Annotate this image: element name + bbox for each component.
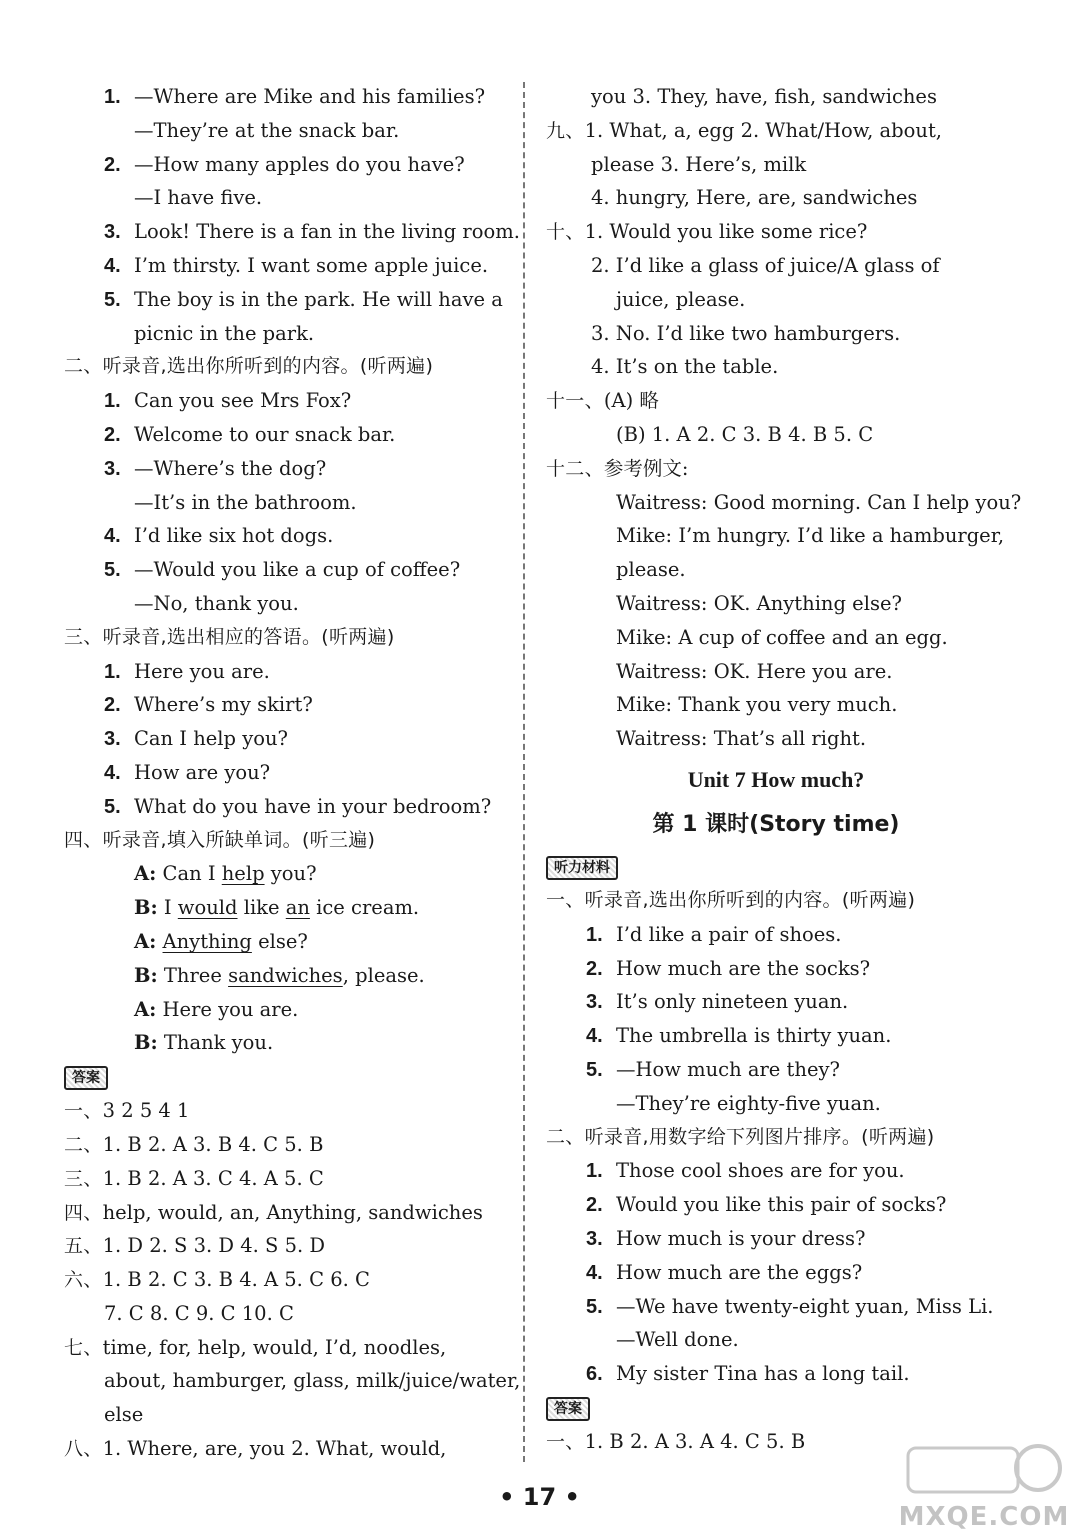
answer-text: 4. hungry, Here, are, sandwiches	[591, 186, 918, 210]
list-item	[546, 1019, 1006, 1053]
section-2-heading: 二、听录音,选出你所听到的内容。(听两遍)	[64, 355, 434, 378]
list-item	[546, 1256, 1006, 1290]
sample-dialogue	[546, 486, 1022, 756]
answer-tag: 答案	[64, 1066, 108, 1090]
list-item	[546, 1053, 1006, 1087]
answer-tag-row	[546, 1391, 1006, 1425]
answer-line	[64, 1196, 509, 1230]
text: Can I	[162, 862, 222, 886]
item-number: 2.	[586, 957, 603, 980]
item-text: How much are the eggs?	[616, 1260, 863, 1284]
answer-text: time, for, help, would, I’d, noodles,	[102, 1335, 447, 1359]
item-text: How much is your dress?	[616, 1226, 866, 1250]
list-item	[64, 452, 509, 486]
answer-text: 1. Where, are, you 2. What, would,	[102, 1437, 447, 1461]
dialogue-line	[64, 959, 509, 993]
item-number: 5.	[104, 559, 121, 582]
answer-label: 二、	[64, 1133, 103, 1156]
section-1-list	[64, 80, 520, 350]
answer-label: 八、	[64, 1438, 103, 1461]
list-item	[546, 1323, 1006, 1357]
item-text: I’d like a pair of shoes.	[616, 922, 842, 946]
answer-label: 四、	[64, 1201, 103, 1224]
text: Thank you.	[163, 1031, 274, 1055]
text: Here you are.	[162, 997, 299, 1021]
answer-text: 1. What, a, egg 2. What/How, about,	[584, 118, 942, 142]
answer-line	[64, 1128, 509, 1162]
item-text: —How much are they?	[616, 1057, 840, 1081]
answer-label: 一、	[64, 1100, 103, 1123]
speaker-label: B:	[134, 963, 158, 987]
dialogue-line: Mike: A cup of coffee and an egg.	[616, 625, 948, 649]
item-text: —We have twenty-eight yuan, Miss Li.	[616, 1294, 994, 1318]
text: Three	[163, 963, 229, 987]
list-item	[64, 80, 509, 114]
list-item	[64, 114, 509, 148]
speaker-label: B:	[134, 896, 158, 920]
item-text: Welcome to our snack bar.	[134, 422, 396, 446]
dialogue-line	[64, 993, 509, 1027]
answer-text: you 3. They, have, fish, sandwiches	[591, 85, 937, 108]
item-number: 3.	[104, 457, 121, 480]
item-number: 5.	[586, 1295, 603, 1318]
answer-line	[64, 1229, 509, 1263]
item-number: 3.	[586, 1227, 603, 1250]
blank-answer: would	[177, 896, 238, 920]
item-text: It’s only nineteen yuan.	[616, 990, 849, 1014]
watermark-logo	[898, 1440, 1070, 1532]
item-text: I’d like six hot dogs.	[134, 524, 334, 548]
watermark-text: MXQE.COM	[898, 1502, 1070, 1532]
list-item	[546, 1154, 1006, 1188]
answer-line	[546, 317, 1006, 351]
item-text: Here you are.	[134, 659, 270, 683]
item-text: —It’s in the bathroom.	[134, 490, 357, 514]
item-number: 1.	[104, 390, 121, 413]
section-3-heading: 三、听录音,选出相应的答语。(听两遍)	[64, 625, 395, 648]
answer-text: juice, please.	[616, 287, 746, 311]
list-item	[64, 587, 509, 621]
speaker-label: A:	[134, 862, 157, 886]
answer-text: 4. It’s on the table.	[591, 355, 779, 379]
answer-line	[546, 283, 1006, 317]
item-text: How much are the socks?	[616, 956, 871, 980]
item-text: The boy is in the park. He will have a	[134, 287, 503, 311]
answer-text: 1. Would you like some rice?	[584, 220, 868, 244]
answer-text: 3 2 5 4 1	[102, 1099, 190, 1123]
item-text: How are you?	[134, 760, 271, 784]
item-text: My sister Tina has a long tail.	[616, 1362, 910, 1386]
item-text: Where’s my skirt?	[134, 693, 313, 717]
answer-text: 1. B 2. C 3. B 4. A 5. C 6. C	[102, 1268, 370, 1292]
item-number: 3.	[104, 728, 121, 751]
item-number: 4.	[104, 254, 121, 277]
item-text: picnic in the park.	[134, 321, 315, 345]
list-item	[64, 519, 509, 553]
page-number: • 17 •	[499, 1483, 580, 1511]
text: else?	[251, 929, 308, 953]
list-item	[546, 1188, 1006, 1222]
listening-material-tag: 听力材料	[546, 856, 618, 880]
blank-answer: help	[221, 862, 265, 886]
answer-line	[546, 181, 1006, 215]
list-item	[64, 688, 509, 722]
item-text: —They’re at the snack bar.	[134, 118, 400, 142]
left-column	[64, 80, 521, 1466]
unit-section-1-heading: 一、听录音,选出你所听到的内容。(听两遍)	[546, 888, 916, 911]
list-item	[64, 283, 509, 317]
dialogue-line: Mike: Thank you very much.	[616, 693, 898, 717]
blank-answer: Anything	[162, 929, 252, 953]
section-2-list	[64, 384, 509, 621]
item-number: 4.	[104, 525, 121, 548]
answer-text: (B) 1. A 2. C 3. B 4. B 5. C	[616, 422, 874, 446]
item-number: 4.	[586, 1025, 603, 1048]
answer-tag-row	[64, 1060, 509, 1094]
list-item	[64, 756, 509, 790]
answer-line	[64, 1432, 509, 1466]
lesson-title: 第 1 课时(Story time)	[652, 811, 900, 837]
answer-label: 九、	[546, 119, 585, 142]
answer-line	[546, 114, 1006, 148]
answer-text: 1. D 2. S 3. D 4. S 5. D	[102, 1234, 326, 1258]
answer-text: help, would, an, Anything, sandwiches	[102, 1200, 483, 1224]
list-item	[546, 985, 1006, 1019]
item-text: Can you see Mrs Fox?	[134, 389, 352, 413]
item-number: 4.	[586, 1261, 603, 1284]
item-text: Look! There is a fan in the living room.	[134, 220, 520, 244]
list-item	[64, 317, 509, 351]
column-divider	[523, 82, 525, 1462]
dialogue-line	[64, 857, 509, 891]
text: ice cream.	[309, 896, 420, 920]
list-item	[546, 1357, 1006, 1391]
answer-text: 1. B 2. A 3. B 4. C 5. B	[102, 1132, 324, 1156]
list-item	[64, 181, 509, 215]
answer-text: about, hamburger, glass, milk/juice/water,	[104, 1369, 521, 1393]
answer-text: else	[104, 1403, 144, 1427]
list-item	[64, 148, 509, 182]
answer-line	[64, 1364, 521, 1398]
speaker-label: A:	[134, 997, 157, 1021]
list-item	[64, 249, 509, 283]
dialogue-line: Mike: I’m hungry. I’d like a hamburger,	[616, 524, 1005, 548]
answer-text: please 3. Here’s, milk	[591, 152, 807, 176]
answer-label: 五、	[64, 1235, 103, 1258]
unit-section-2-list	[546, 1154, 1006, 1391]
answer-text: 参考例文:	[603, 456, 689, 480]
item-number: 1.	[586, 923, 603, 946]
answer-label: 十、	[546, 221, 585, 244]
listening-tag-row	[546, 850, 1006, 884]
answer-line	[546, 452, 1006, 486]
dialogue-line: please.	[616, 558, 686, 582]
section-4-heading: 四、听录音,填入所缺单词。(听三遍)	[64, 828, 376, 851]
answer-text: 1. B 2. A 3. A 4. C 5. B	[584, 1429, 806, 1453]
blank-answer: an	[285, 896, 310, 920]
answer-text: 2. I’d like a glass of juice/A glass of	[591, 253, 940, 277]
right-column	[546, 80, 1022, 1459]
dialogue-line	[64, 1026, 509, 1060]
item-text: —Where’s the dog?	[134, 456, 327, 480]
text: like	[237, 896, 286, 920]
list-item	[64, 790, 509, 824]
list-item	[546, 918, 1006, 952]
answers-list	[64, 1094, 521, 1466]
item-text: —Where are Mike and his families?	[134, 85, 486, 108]
dialogue-line: Waitress: OK. Here you are.	[616, 659, 893, 683]
unit-title: Unit 7 How much?	[687, 766, 865, 792]
item-text: —No, thank you.	[134, 591, 299, 615]
unit-section-2-heading: 二、听录音,用数字给下列图片排序。(听两遍)	[546, 1125, 935, 1148]
answer-line	[546, 384, 1006, 418]
answer-line	[546, 249, 1006, 283]
answer-label: 十二、	[546, 457, 604, 480]
unit-section-1-list	[546, 918, 1006, 1121]
item-text: —Would you like a cup of coffee?	[134, 558, 461, 582]
item-text: Those cool shoes are for you.	[616, 1159, 905, 1183]
answer-text: 1. B 2. A 3. C 4. A 5. C	[102, 1166, 324, 1190]
item-number: 4.	[104, 761, 121, 784]
answer-line	[546, 148, 1006, 182]
speaker-label: B:	[134, 1031, 158, 1055]
answer-text: 3. No. I’d like two hamburgers.	[591, 321, 901, 345]
dialogue-line: Waitress: Good morning. Can I help you?	[616, 490, 1022, 514]
answer-line	[64, 1331, 509, 1365]
answer-text: 7. C 8. C 9. C 10. C	[104, 1301, 294, 1325]
list-item	[64, 486, 509, 520]
text: I	[163, 896, 178, 920]
list-item	[64, 384, 509, 418]
answer-line	[64, 1297, 509, 1331]
list-item	[64, 553, 509, 587]
list-item	[64, 655, 509, 689]
list-item	[546, 1087, 1006, 1121]
list-item	[546, 1290, 1006, 1324]
list-item	[546, 1222, 1006, 1256]
item-text: Would you like this pair of socks?	[616, 1193, 947, 1217]
blank-answer: sandwiches	[228, 963, 343, 987]
item-number: 2.	[104, 694, 121, 717]
dialogue-line: Waitress: That’s all right.	[616, 727, 867, 751]
text: you?	[264, 862, 317, 886]
answer-label: 三、	[64, 1167, 103, 1190]
answer-line	[64, 1398, 509, 1432]
answer-text: (A) 略	[603, 389, 659, 413]
item-number: 1.	[104, 660, 121, 683]
item-text: What do you have in your bedroom?	[134, 794, 492, 818]
answers-continued-list	[546, 80, 1006, 486]
item-text: —They’re eighty-five yuan.	[616, 1091, 881, 1115]
item-number: 5.	[586, 1058, 603, 1081]
section-3-list	[64, 655, 509, 824]
answer-line	[546, 80, 1006, 114]
list-item	[546, 952, 1006, 986]
item-number: 1.	[104, 86, 121, 108]
item-text: —How many apples do you have?	[134, 152, 465, 176]
item-text: —Well done.	[616, 1328, 739, 1352]
answer-line	[64, 1094, 509, 1128]
dialogue-line: Waitress: OK. Anything else?	[616, 591, 902, 615]
answer-line	[546, 215, 1006, 249]
item-number: 2.	[586, 1194, 603, 1217]
dialogue-line	[64, 891, 509, 925]
answer-label: 十一、	[546, 390, 604, 413]
answer-line	[546, 418, 1006, 452]
item-number: 3.	[104, 221, 121, 244]
answer-line	[64, 1162, 509, 1196]
answer-line	[546, 350, 1006, 384]
item-number: 2.	[104, 153, 121, 176]
speaker-label: A:	[134, 929, 157, 953]
answer-label: 一、	[546, 1430, 585, 1453]
answer-line	[64, 1263, 509, 1297]
item-number: 6.	[586, 1363, 603, 1386]
item-number: 5.	[104, 288, 121, 311]
dialogue-line	[64, 925, 509, 959]
item-text: —I have five.	[134, 186, 263, 210]
list-item	[64, 418, 509, 452]
answer-label: 七、	[64, 1336, 103, 1359]
item-text: The umbrella is thirty yuan.	[616, 1024, 892, 1048]
answer-tag: 答案	[546, 1397, 590, 1421]
item-number: 3.	[586, 991, 603, 1014]
item-text: Can I help you?	[134, 727, 288, 751]
item-number: 2.	[104, 423, 121, 446]
item-text: I’m thirsty. I want some apple juice.	[134, 253, 489, 277]
text: , please.	[342, 963, 425, 987]
list-item	[64, 215, 520, 249]
item-number: 1.	[586, 1160, 603, 1183]
answer-label: 六、	[64, 1269, 103, 1292]
list-item	[64, 722, 509, 756]
item-number: 5.	[104, 795, 121, 818]
